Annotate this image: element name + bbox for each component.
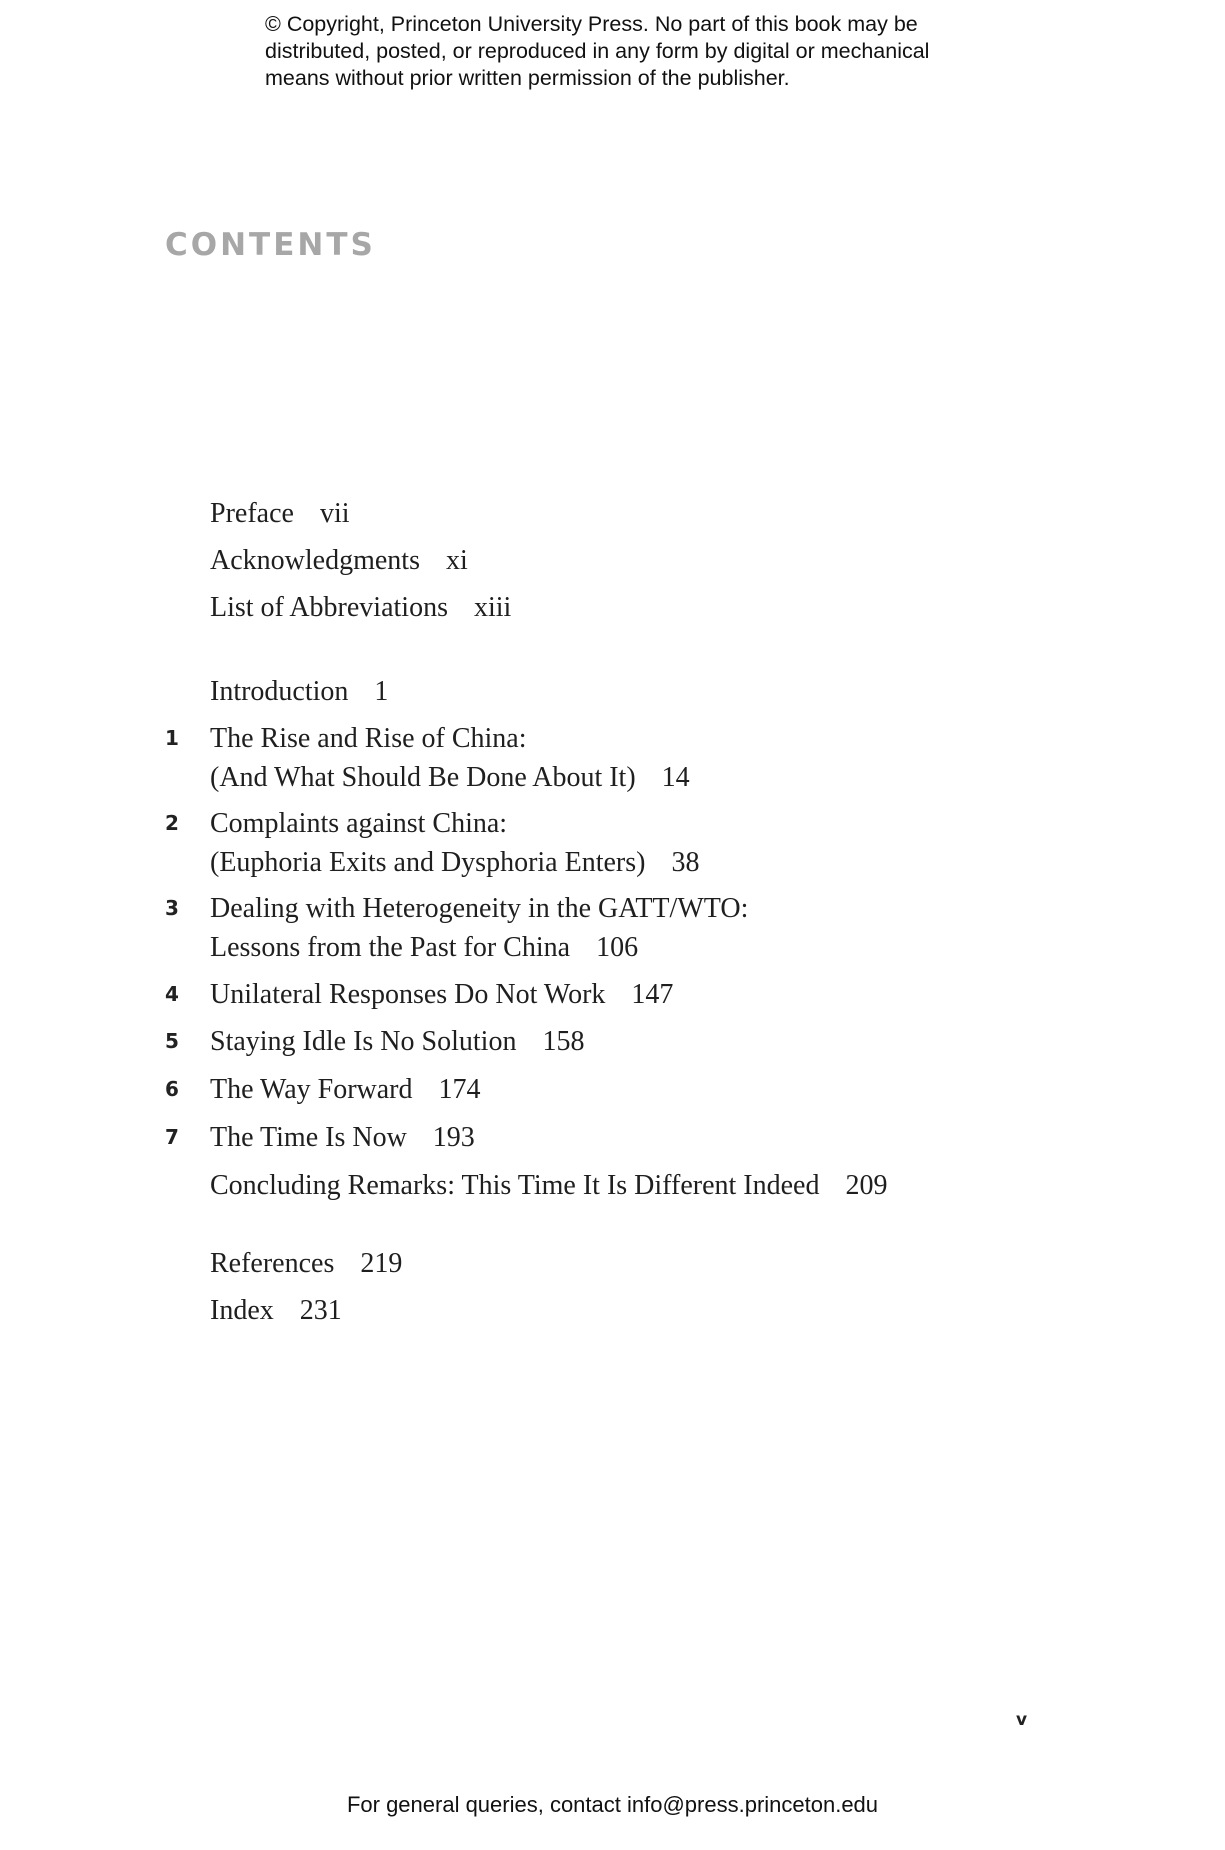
copyright-line: distributed, posted, or reproduced in any form by digital or mechanical (265, 39, 930, 63)
toc-entry-page: 219 (360, 1248, 403, 1279)
chapter-title-line-1: The Time Is Now (210, 1122, 407, 1153)
chapter-number: 1 (165, 726, 179, 750)
toc-entry-page: 174 (438, 1074, 481, 1105)
chapter-title-line-1: Unilateral Responses Do Not Work (210, 979, 606, 1010)
chapter-title-line-1: The Way Forward (210, 1074, 413, 1105)
toc-entry-title: Concluding Remarks: This Time It Is Different Indeed (210, 1170, 820, 1201)
toc-entry-title: Preface (210, 498, 294, 529)
chapter-number: 7 (165, 1125, 179, 1149)
toc-entry-title: List of Abbreviations (210, 592, 448, 623)
chapter-title-line-1: The Rise and Rise of China: (210, 723, 527, 754)
toc-entry-title: Introduction (210, 676, 349, 707)
chapter-number: 6 (165, 1077, 179, 1101)
copyright-line: © Copyright, Princeton University Press. No part of this book may be (265, 12, 918, 36)
chapter-title-line-2: (Euphoria Exits and Dysphoria Enters) (210, 847, 646, 878)
copyright-notice (265, 11, 1025, 92)
toc-entry-page: xi (445, 545, 468, 576)
chapter-title-line-1: Staying Idle Is No Solution (210, 1026, 517, 1057)
toc-entry-title: Index (210, 1295, 274, 1326)
chapter-title-line-2: (And What Should Be Done About It) (210, 762, 636, 793)
toc-entry-page: 147 (631, 979, 674, 1010)
page-title: CONTENTS (165, 227, 376, 263)
toc-entry-page: 1 (374, 676, 389, 707)
chapter-number: 3 (165, 896, 179, 920)
page-number: v (1016, 1710, 1028, 1730)
toc-entry-page: 14 (661, 762, 690, 793)
toc-entry-title: References (210, 1248, 335, 1279)
chapter-title-line-1: Dealing with Heterogeneity in the GATT/WTO: (210, 893, 749, 924)
toc-entry-page: 231 (299, 1295, 342, 1326)
chapter-number: 4 (165, 982, 179, 1006)
toc-entry-page: 158 (542, 1026, 585, 1057)
chapter-number: 5 (165, 1029, 179, 1053)
chapter-title-line-1: Complaints against China: (210, 808, 508, 839)
copyright-line: means without prior written permission of the publisher. (265, 66, 790, 90)
toc-entry-page: 38 (671, 847, 700, 878)
chapter-title-line-2: Lessons from the Past for China (210, 932, 571, 963)
toc-entry-page: vii (319, 498, 350, 529)
toc-entry-page: xiii (473, 592, 512, 623)
footer-contact: For general queries, contact info@press.princeton.edu (346, 1792, 879, 1817)
toc-entry-page: 106 (596, 932, 639, 963)
toc-entry-title: Acknowledgments (210, 545, 420, 576)
toc-entry-page: 193 (432, 1122, 475, 1153)
chapter-number: 2 (165, 811, 179, 835)
toc-entry-page: 209 (845, 1170, 888, 1201)
